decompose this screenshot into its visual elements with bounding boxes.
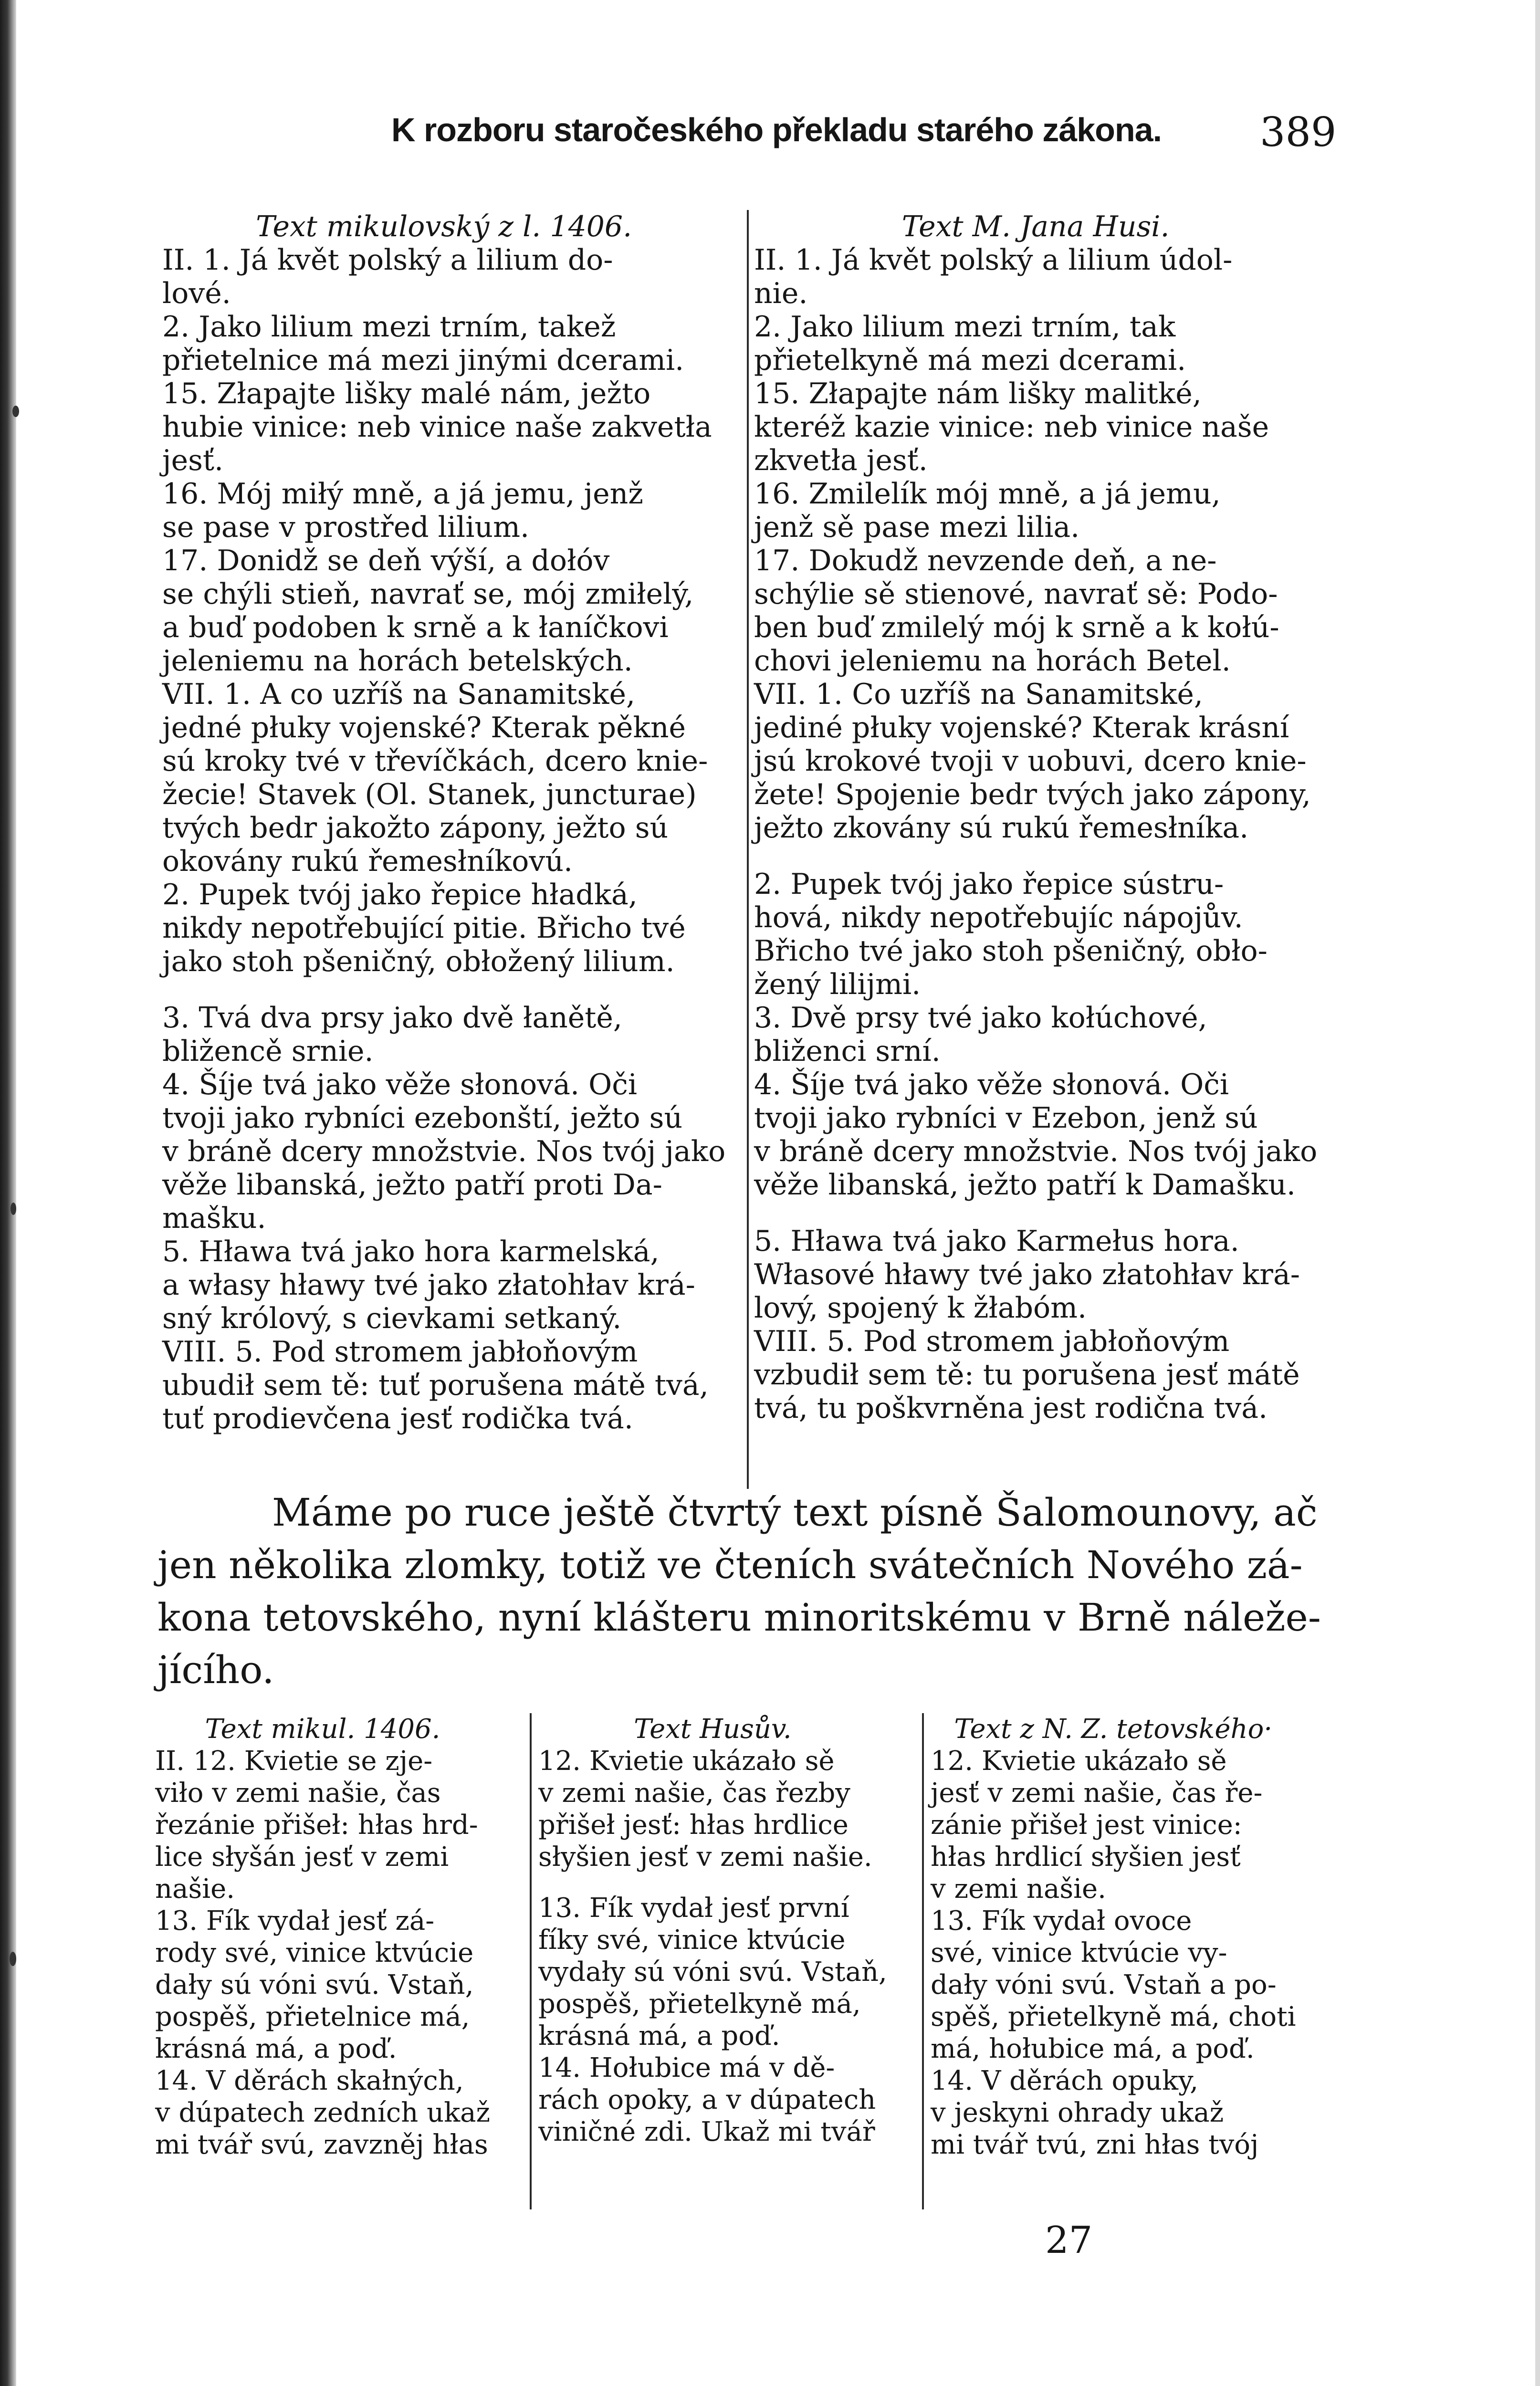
- text-line: má, hołubice má, a poď.: [931, 2033, 1255, 2064]
- text-line: jesť v zemi našie, čas ře-: [931, 1778, 1263, 1809]
- text-line: v dúpatech zedních ukaž: [155, 2097, 491, 2128]
- scan-right-edge: [1535, 0, 1540, 2386]
- text-line: ježto zkovány sú rukú řemesłníka.: [754, 811, 1249, 845]
- text-line: bliženci srní.: [754, 1035, 941, 1068]
- text-line: řezánie přišeł: hłas hrd-: [155, 1810, 478, 1841]
- text-line: v bráně dcery množstvie. Nos tvój jako: [162, 1135, 726, 1168]
- text-line: se chýli stieň, navrať se, mój zmiłelý,: [162, 577, 694, 611]
- text-line: 16. Zmilelík mój mně, a já jemu,: [754, 477, 1221, 511]
- text-line: v bráně dcery množstvie. Nos tvój jako: [754, 1135, 1318, 1168]
- signature-mark: 27: [1045, 2219, 1093, 2262]
- text-line: tvá, tu poškvrněna jest rodična tvá.: [754, 1392, 1268, 1425]
- column-heading: Text mikulovský z l. 1406.: [256, 210, 632, 243]
- text-line: lice słyšán jesť v zemi: [155, 1842, 449, 1873]
- paragraph-line: jícího.: [157, 1648, 274, 1692]
- text-line: a własy hławy tvé jako złatohłav krá-: [162, 1268, 695, 1302]
- column-mikulov-fragment: [155, 1713, 490, 2161]
- text-line: dały sú vóni svú. Vstaň,: [155, 1969, 474, 2000]
- text-line: 12. Kvietie ukázało sě: [538, 1746, 835, 1777]
- text-line: 5. Hława tvá jako hora karmelská,: [162, 1235, 660, 1268]
- page-number: 389: [1260, 109, 1337, 156]
- column-hus-fragment: [538, 1713, 887, 2148]
- text-line: 3. Tvá dva prsy jako dvě łanětě,: [162, 1001, 622, 1035]
- text-line: pospěš, přietelnice má,: [155, 2001, 470, 2032]
- text-line: a buď podoben k srně a k łaníčkovi: [162, 611, 669, 644]
- text-line: 15. Złapajte lišky malé nám, ježto: [162, 377, 651, 410]
- text-line: 17. Donidž se deň výší, a dołóv: [162, 544, 610, 577]
- text-line: 5. Hława tvá jako Karmełus hora.: [754, 1224, 1239, 1258]
- scan-speck: [10, 1952, 16, 1966]
- text-line: hłas hrdlicí słyšien jesť: [931, 1842, 1241, 1873]
- text-line: se pase v prostřed lilium.: [162, 511, 530, 544]
- text-line: krásná má, a poď.: [155, 2033, 397, 2064]
- paragraph-line: Máme po ruce ještě čtvrtý text písně Šalomounovy, ač: [272, 1490, 1318, 1535]
- text-line: 15. Złapajte nám lišky malitké,: [754, 377, 1202, 410]
- text-line: přietelkyně má mezi dcerami.: [754, 344, 1186, 377]
- text-line: [538, 1873, 887, 1892]
- column-heading: Text mikul. 1406.: [205, 1714, 440, 1745]
- text-line: zkvetła jesť.: [754, 444, 928, 477]
- text-line: fíky své, vinice ktvúcie: [538, 1925, 846, 1956]
- text-line: 13. Fík vydał jesť první: [538, 1893, 849, 1924]
- text-line: 13. Fík vydał ovoce: [931, 1905, 1192, 1936]
- text-line: mašku.: [162, 1202, 266, 1235]
- text-line: 17. Dokudž nevzende deň, a ne-: [754, 544, 1217, 577]
- text-line: 3. Dvě prsy tvé jako kołúchové,: [754, 1001, 1207, 1035]
- text-line: vzbudił sem tě: tu porušena jesť mátě: [754, 1358, 1300, 1392]
- text-line: rách opoky, a v dúpatech: [538, 2084, 876, 2115]
- scan-binding-edge: [0, 0, 16, 2386]
- text-line: vydały sú vóni svú. Vstaň,: [538, 1957, 887, 1988]
- column-mikulov-text: [162, 210, 725, 1435]
- text-line: našie.: [155, 1873, 235, 1905]
- text-line: bližencě srnie.: [162, 1035, 374, 1068]
- text-line: II. 1. Já květ polský a lilium údol-: [754, 243, 1233, 277]
- paragraph-line: kona tetovského, nyní klášteru minoritskému v Brně náleže-: [157, 1595, 1321, 1640]
- text-line: přišeł jesť: hłas hrdlice: [538, 1810, 849, 1841]
- text-line: své, vinice ktvúcie vy-: [931, 1937, 1227, 1968]
- column-divider: [747, 210, 749, 1489]
- text-line: mi tvář svú, zavzněj hłas: [155, 2129, 488, 2160]
- text-line: věže libanská, ježto patří k Damašku.: [754, 1168, 1296, 1202]
- text-line: ben buď zmilelý mój k srně a k kołú-: [754, 611, 1279, 644]
- text-line: VII. 1. A co uzříš na Sanamitské,: [162, 678, 636, 711]
- text-line: sú kroky tvé v třevíčkách, dcero knie-: [162, 744, 708, 778]
- text-line: schýlie sě stienové, navrať sě: Podo-: [754, 577, 1278, 611]
- text-line: lové.: [162, 277, 231, 310]
- text-line: pospěš, přietelkyně má,: [538, 1988, 861, 2020]
- text-line: sný królový, s cievkami setkaný.: [162, 1302, 622, 1335]
- text-line: 4. Šíje tvá jako věže słonová. Oči: [754, 1068, 1229, 1101]
- column-heading: Text z N. Z. tetovského·: [954, 1714, 1273, 1745]
- text-line: jenž sě pase mezi lilia.: [754, 511, 1080, 544]
- text-line: spěš, přietelkyně má, choti: [931, 2001, 1296, 2032]
- text-line: [162, 978, 725, 1001]
- text-line: 2. Pupek tvój jako řepice sústru-: [754, 868, 1224, 901]
- column-heading: Text M. Jana Husi.: [901, 210, 1170, 243]
- text-line: jesť.: [162, 444, 224, 477]
- text-line: žený lilijmi.: [754, 968, 921, 1001]
- text-line: VIII. 5. Pod stromem jabłoňovým: [162, 1335, 638, 1369]
- text-line: jedné płuky vojenské? Kterak pěkné: [162, 711, 686, 744]
- text-line: nie.: [754, 277, 808, 310]
- text-line: krásná má, a poď.: [538, 2020, 780, 2051]
- text-line: viło v zemi našie, čas: [155, 1778, 441, 1809]
- text-line: nikdy nepotřebující pitie. Břicho tvé: [162, 911, 686, 945]
- text-line: II. 1. Já květ polský a lilium do-: [162, 243, 613, 277]
- column-tetov-fragment: [931, 1713, 1296, 2161]
- text-line: dały vóni svú. Vstaň a po-: [931, 1969, 1277, 2000]
- running-header: K rozboru staročeského překladu starého zákona.: [391, 111, 1162, 148]
- text-line: 4. Šíje tvá jako věže słonová. Oči: [162, 1068, 638, 1101]
- text-line: Břicho tvé jako stoh pšeničný, obło-: [754, 934, 1268, 968]
- text-line: Własové hławy tvé jako złatohłav krá-: [754, 1258, 1300, 1291]
- text-line: słyšien jesť v zemi našie.: [538, 1842, 872, 1873]
- text-line: chovi jeleniemu na horách Betel.: [754, 644, 1231, 678]
- text-line: II. 12. Kvietie se zje-: [155, 1746, 433, 1777]
- text-line: 16. Mój miłý mně, a já jemu, jenž: [162, 477, 643, 511]
- text-line: rody své, vinice ktvúcie: [155, 1937, 474, 1968]
- scan-speck: [12, 406, 19, 417]
- column-hus-text: [754, 210, 1317, 1425]
- text-line: 2. Jako lilium mezi trním, takež: [162, 310, 616, 344]
- text-line: jeleniemu na horách betelských.: [162, 644, 633, 678]
- scan-speck: [10, 1203, 16, 1215]
- text-line: v zemi našie, čas řezby: [538, 1778, 850, 1809]
- column-heading: Text Husův.: [634, 1714, 792, 1745]
- text-line: kteréž kazie vinice: neb vinice naše: [754, 410, 1269, 444]
- text-line: jediné płuky vojenské? Kterak krásní: [754, 711, 1289, 744]
- text-line: 2. Jako lilium mezi trním, tak: [754, 310, 1176, 344]
- text-line: viničné zdi. Ukaž mi tvář: [538, 2116, 875, 2147]
- text-line: 14. V děrách opuky,: [931, 2065, 1199, 2096]
- text-line: ubudił sem tě: tuť porušena mátě tvá,: [162, 1369, 709, 1402]
- text-line: VIII. 5. Pod stromem jabłoňovým: [754, 1325, 1230, 1358]
- text-line: tvoji jako rybníci v Ezebon, jenž sú: [754, 1101, 1258, 1135]
- text-line: zánie přišeł jest vinice:: [931, 1810, 1242, 1841]
- text-line: [754, 845, 1317, 868]
- text-line: [754, 1202, 1317, 1224]
- text-line: přietelnice má mezi jinými dcerami.: [162, 344, 684, 377]
- body-paragraph: [157, 1486, 1321, 1696]
- text-line: 12. Kvietie ukázało sě: [931, 1746, 1227, 1777]
- text-line: 14. V děrách skałných,: [155, 2065, 464, 2096]
- text-line: tuť prodievčena jesť rodička tvá.: [162, 1402, 633, 1435]
- text-line: v jeskyni ohrady ukaž: [931, 2097, 1224, 2128]
- text-line: jako stoh pšeničný, obłožený lilium.: [162, 945, 675, 978]
- text-line: 2. Pupek tvój jako řepice hładká,: [162, 878, 638, 911]
- text-line: 13. Fík vydał jesť zá-: [155, 1905, 435, 1936]
- text-line: mi tvář tvú, zni hłas tvój: [931, 2129, 1259, 2160]
- text-line: hová, nikdy nepotřebujíc nápojův.: [754, 901, 1243, 934]
- text-line: tvých bedr jakožto zápony, ježto sú: [162, 811, 669, 845]
- text-line: tvoji jako rybníci ezebonští, ježto sú: [162, 1101, 683, 1135]
- text-line: žecie! Stavek (Ol. Stanek, juncturae): [162, 778, 697, 811]
- text-line: lový, spojený k žłabóm.: [754, 1291, 1087, 1325]
- text-line: hubie vinice: neb vinice naše zakvetła: [162, 410, 712, 444]
- column-divider: [530, 1713, 532, 2209]
- text-line: VII. 1. Co uzříš na Sanamitské,: [754, 678, 1203, 711]
- text-line: okovány rukú řemesłníkovú.: [162, 845, 573, 878]
- text-line: 14. Hołubice má v dě-: [538, 2052, 835, 2083]
- text-line: v zemi našie.: [931, 1873, 1106, 1905]
- column-divider: [922, 1713, 924, 2209]
- text-line: jsú krokové tvoji v uobuvi, dcero knie-: [754, 744, 1307, 778]
- text-line: věže libanská, ježto patří proti Da-: [162, 1168, 662, 1202]
- paragraph-line: jen několika zlomky, totiž ve čteních svátečních Nového zá-: [157, 1543, 1303, 1587]
- text-line: žete! Spojenie bedr tvých jako zápony,: [754, 778, 1311, 811]
